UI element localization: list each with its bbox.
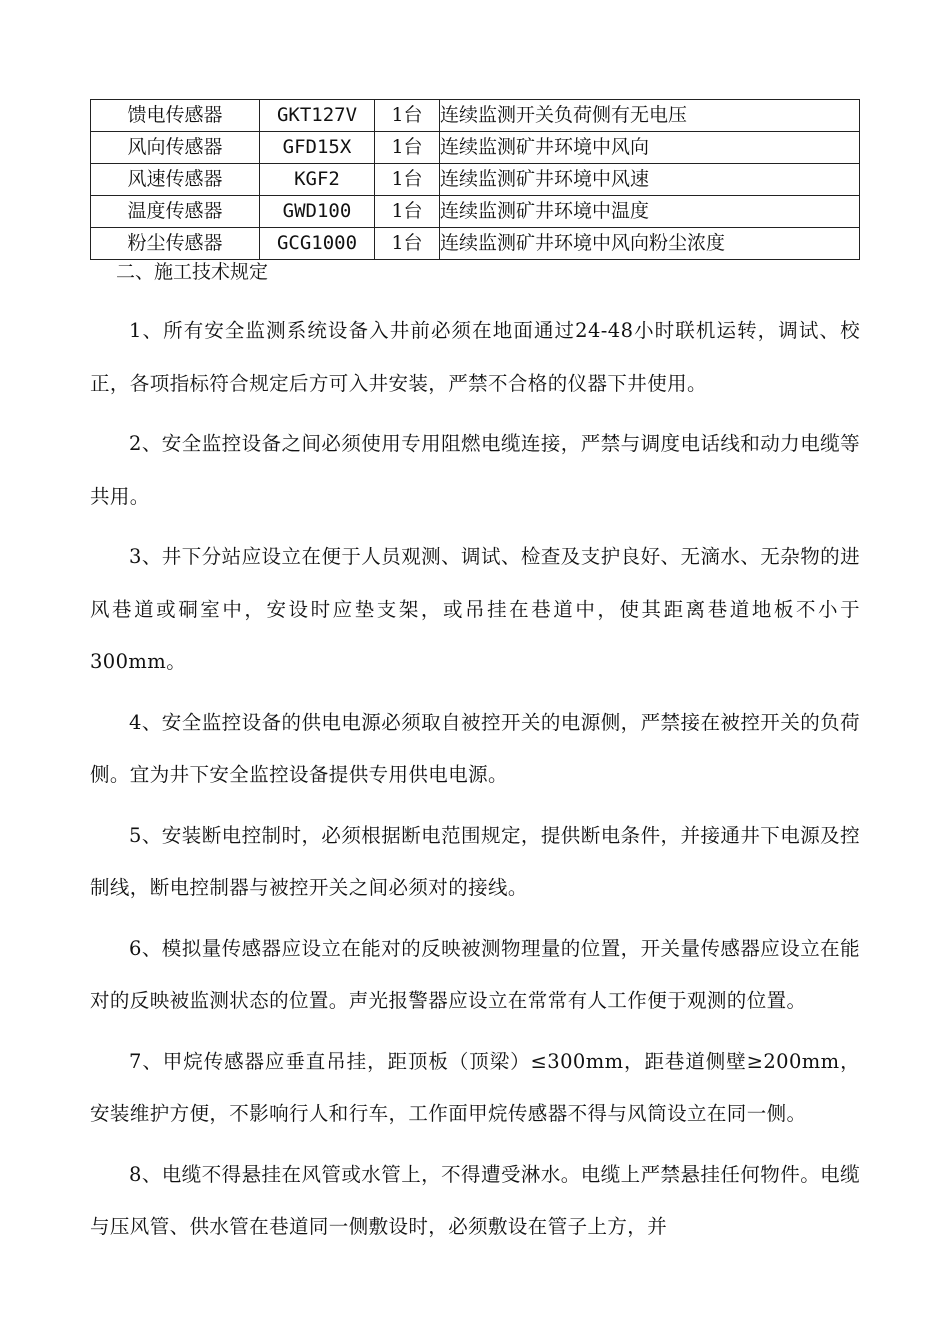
paragraph: 5、安装断电控制时，必须根据断电范围规定，提供断电条件，并接通井下电源及控制线，断电控制器与被控开关之间必须对的接线。: [90, 823, 860, 899]
sensor-qty-cell: 1台: [375, 228, 440, 260]
sensor-qty-cell: 1台: [375, 196, 440, 228]
sensor-model-cell: GFD15X: [260, 132, 375, 164]
sensor-name-cell: 粉尘传感器: [91, 228, 260, 260]
paragraph: 8、电缆不得悬挂在风管或水管上，不得遭受淋水。电缆上严禁悬挂任何物件。电缆与压风管、供水管在巷道同一侧敷设时，必须敷设在管子上方，并: [90, 1162, 860, 1238]
table-row: [91, 228, 860, 260]
table-row: [91, 164, 860, 196]
sensor-desc-cell: 连续监测开关负荷侧有无电压: [440, 100, 860, 132]
sensor-model-cell: GWD100: [260, 196, 375, 228]
sensor-name-cell: 风速传感器: [91, 164, 260, 196]
sensor-model-cell: GCG1000: [260, 228, 375, 260]
table-row: [91, 132, 860, 164]
paragraph: 2、安全监控设备之间必须使用专用阻燃电缆连接，严禁与调度电话线和动力电缆等共用。: [90, 432, 860, 508]
sensor-qty-cell: 1台: [375, 132, 440, 164]
sensor-model-cell: KGF2: [260, 164, 375, 196]
sensor-name-cell: 馈电传感器: [91, 100, 260, 132]
sensor-desc-cell: 连续监测矿井环境中风速: [440, 164, 860, 196]
sensor-desc-cell: 连续监测矿井环境中温度: [440, 196, 860, 228]
body-text: [90, 305, 860, 1262]
sensor-qty-cell: 1台: [375, 100, 440, 132]
paragraph: 4、安全监控设备的供电电源必须取自被控开关的电源侧，严禁接在被控开关的负荷侧。宜为井下安全监控设备提供专用供电电源。: [90, 710, 860, 786]
paragraph: 7、甲烷传感器应垂直吊挂，距顶板（顶梁）≤300mm，距巷道侧壁≥200mm，安装维护方便，不影响行人和行车，工作面甲烷传感器不得与风筒设立在同一侧。: [90, 1049, 860, 1125]
paragraph: 1、所有安全监测系统设备入井前必须在地面通过24-48小时联机运转，调试、校正，各项指标符合规定后方可入井安装，严禁不合格的仪器下井使用。: [90, 319, 860, 395]
paragraph: 6、模拟量传感器应设立在能对的反映被测物理量的位置，开关量传感器应设立在能对的反映被监测状态的位置。声光报警器应设立在常常有人工作便于观测的位置。: [90, 936, 860, 1012]
sensor-model-cell: GKT127V: [260, 100, 375, 132]
sensor-qty-cell: 1台: [375, 164, 440, 196]
table-row: [91, 100, 860, 132]
equipment-table: [90, 99, 860, 260]
sensor-name-cell: 温度传感器: [91, 196, 260, 228]
sensor-desc-cell: 连续监测矿井环境中风向粉尘浓度: [440, 228, 860, 260]
table-row: [91, 196, 860, 228]
section-heading: 二、施工技术规定: [116, 261, 269, 283]
sensor-desc-cell: 连续监测矿井环境中风向: [440, 132, 860, 164]
paragraph: 3、井下分站应设立在便于人员观测、调试、检查及支护良好、无滴水、无杂物的进风巷道或硐室中，安设时应垫支架，或吊挂在巷道中，使其距离巷道地板不小于300mm。: [90, 545, 860, 673]
sensor-name-cell: 风向传感器: [91, 132, 260, 164]
